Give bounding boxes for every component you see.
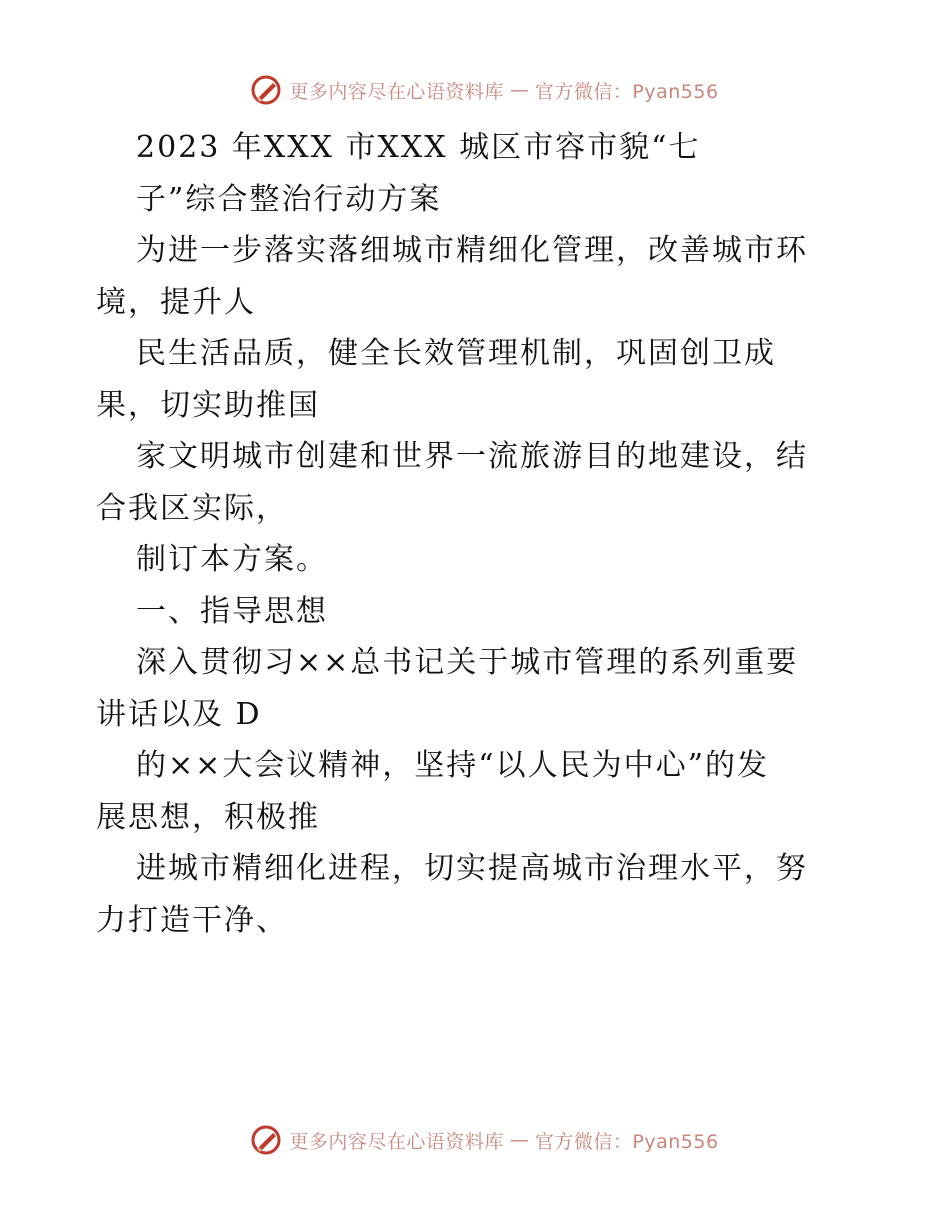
document-title-line-1: 2023 年XXX 市XXX 城区市容市貌“七: [136, 130, 701, 165]
paragraph-line: 的××大会议精神，坚持“以人民为中心”的发: [136, 748, 769, 783]
watermark-wechat-text: 官方微信：Pyan556: [534, 1130, 719, 1153]
paragraph-line: 讲话以及 D: [96, 696, 262, 732]
paragraph-line: 深入贯彻习××总书记关于城市管理的系列重要: [136, 645, 799, 680]
footer-watermark: [0, 1118, 950, 1162]
paragraph-line: 为进一步落实落细城市精细化管理，改善城市环: [136, 233, 808, 268]
paragraph-line: 果，切实助推国: [96, 387, 320, 423]
document-body: [96, 122, 866, 946]
watermark-dash: —: [509, 79, 529, 101]
pen-logo-icon: [249, 73, 283, 107]
section-heading: 一、指导思想: [136, 593, 328, 629]
paragraph-line: 家文明城市创建和世界一流旅游目的地建设，结: [136, 439, 808, 474]
footer-watermark-inner: [249, 1123, 718, 1157]
watermark-dash: —: [509, 1129, 529, 1151]
watermark-site-text: 更多内容尽在心语资料库: [289, 80, 504, 103]
paragraph-line: 力打造干净、: [96, 902, 288, 938]
paragraph-line: 展思想，积极推: [96, 799, 320, 835]
header-watermark-inner: [249, 73, 718, 107]
paragraph-line: 进城市精细化进程，切实提高城市治理水平，努: [136, 851, 808, 886]
pen-logo-icon: [249, 1123, 283, 1157]
paragraph-line: 境，提升人: [96, 284, 256, 320]
paragraph-line: 合我区实际，: [96, 490, 288, 526]
document-title-line-2: 子”综合整治行动方案: [136, 181, 442, 217]
header-watermark: [0, 68, 950, 112]
watermark-site-text: 更多内容尽在心语资料库: [289, 1130, 504, 1153]
paragraph-line: 民生活品质，健全长效管理机制，巩固创卫成: [136, 336, 776, 371]
paragraph-line: 制订本方案。: [136, 542, 328, 577]
watermark-wechat-text: 官方微信：Pyan556: [534, 80, 719, 103]
